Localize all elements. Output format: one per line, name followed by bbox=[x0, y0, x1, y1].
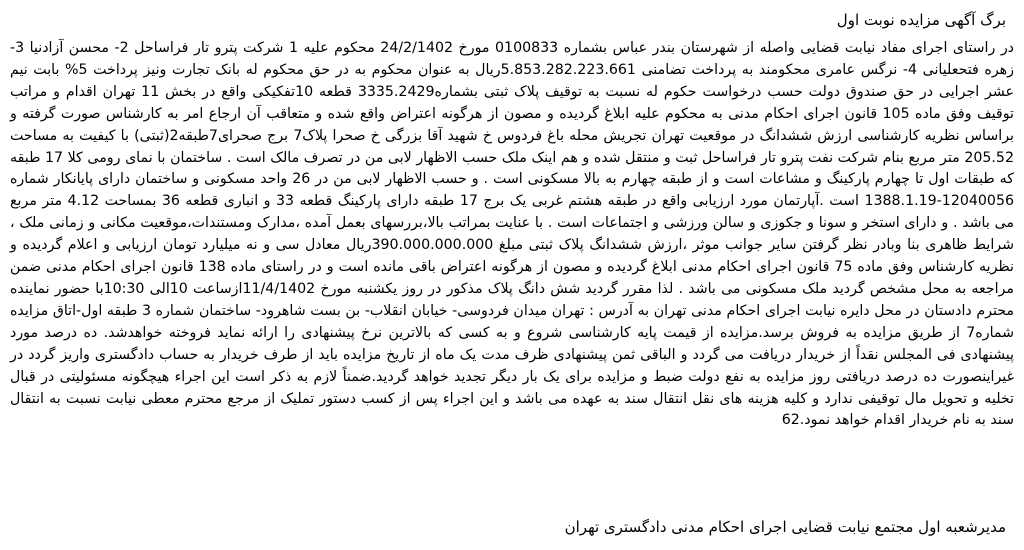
notice-body: در راستای اجرای مفاد نیابت قضایی واصله از شهرستان بندر عباس بشماره 0100833 مورخ 24/2/1402 محکوم علیه 1 شرکت پترو تار فراساحل 2- محسن آزادنیا 3- زهره فتحعلیانی 4- نرگس عامری محکومند به پرداخت تضامنی 5.853.282.223.661ریال به عنوان محکوم به در حق محکوم له بانک تجارت ونیز پرداخت 5% بابت نیم عشر اجرایی در حق صندوق دولت حسب درخواست حکوم له نسبت به توقیف پلاک ثبتی بشماره3335.2429 قطعه 10تفکیکی واقع در بخش 11 تهران اقدام و مراتب توقیف وفق ماده 105 قانون اجرای احکام مدنی به محکوم علیه ابلاغ گردیده و مصون از هرگونه اعتراض واقع شده و متعاقب آن ارجاع امر به کارشناس صورت گرفته و براساس نظریه کارشناسی ارزش ششدانگ در موقعیت تهران تجریش محله باغ فردوس خ شهید آقا بزرگی خ صحرا پلاک7 برج صحرای7طبقه2(ثبتی) با کیفیت به مساحت 205.52 متر مربع بنام شرکت نفت پترو تار فراساحل ثبت و منتقل شده و هم اینک ملک حسب الاظهار لابی من در تصرف مالک است . ساختمان با نمای رومی کلا 17 طبقه که طبقات اول تا چهارم پارکینگ و مشاعات است و از طبقه چهارم به بالا مسکونی است . و حسب الاظهار لابی من در 26 واحد مسکونی و ساختمان دارای پایانکار شماره 12040056-1388.1.19 است .آپارتمان مورد ارزیابی واقع در طبقه هشتم غربی یک برج 17 طبقه دارای پارکینگ قطعه 33 و انباری قطعه 36 بمساحت 4.12 متر مربع می باشد . و دارای استخر و سونا و جکوزی و سالن ورزشی و اجتماعات است . با عنایت بمراتب بالا،بررسهای بعمل آمده ،مدارک ومستندات،موقعیت مکانی و زمانی ملک ، شرایط ظاهری بنا وبادر نظر گرفتن سایر جوانب موثر ،ارزش ششدانگ پلاک ثبتی مبلغ 390.000.000.000ریال معادل سی و نه میلیارد تومان ارزیابی و اعلام گردیده و نظریه کارشناس وفق ماده 75 قانون اجرای احکام مدنی ابلاغ گردیده و مصون از هرگونه اعتراض باقی مانده است و در راستای ماده 138 قانون اجرای احکام مدنی ضمن مراجعه به محل مشخص گردید ملک مسکونی می باشد . لذا مقرر گردید شش دانگ پلاک مذکور در روز یکشنبه مورخ 11/4/1402ازساعت 10الی 10:30با حضور نماینده محترم دادستان در محل دایره نیابت اجرای احکام مدنی تهران به آدرس : تهران میدان فردوسی- خیابان انقلاب- بن بست شاهرود- ساختمان شماره 3 طبقه اول-اتاق مزایده شماره7 از طریق مزایده به فروش برسد.مزایده از قیمت پایه کارشناسی شروع و به کسی که بالاترین نرخ پیشنهادی را ارائه نماید فروخته خواهدشد. ده درصد مورد پیشنهادی فی المجلس نقداً از خریدار دریافت می گردد و الباقی ثمن پیشنهادی ظرف مدت یک ماه از تاریخ مزایده باید از طرف خریدار به حساب دادگستری واریز گردد در غیراینصورت ده درصد دریافتی روز مزایده به نفع دولت ضبط و مزایده برای یک بار دیگر تجدید خواهد گردید.ضمناً لازم به ذکر است این اجراء هیچگونه مسئولیتی در قبال تخلیه و تحویل مال توقیفی ندارد و کلیه هزینه های نقل انتقال سند به عهده می باشد و این اجراء پس از کسب دستور تملیک از مرجع محترم معطی نیابت نسبت به انتقال سند به نام خریدار اقدام خواهد نمود.62 bbox=[10, 40, 1015, 429]
notice-title: برگ آگهی مزایده نوبت اول bbox=[836, 11, 1006, 29]
notice-signature: مدیرشعبه اول مجتمع نیابت قضایی اجرای احکام مدنی دادگستری تهران bbox=[564, 518, 1006, 536]
